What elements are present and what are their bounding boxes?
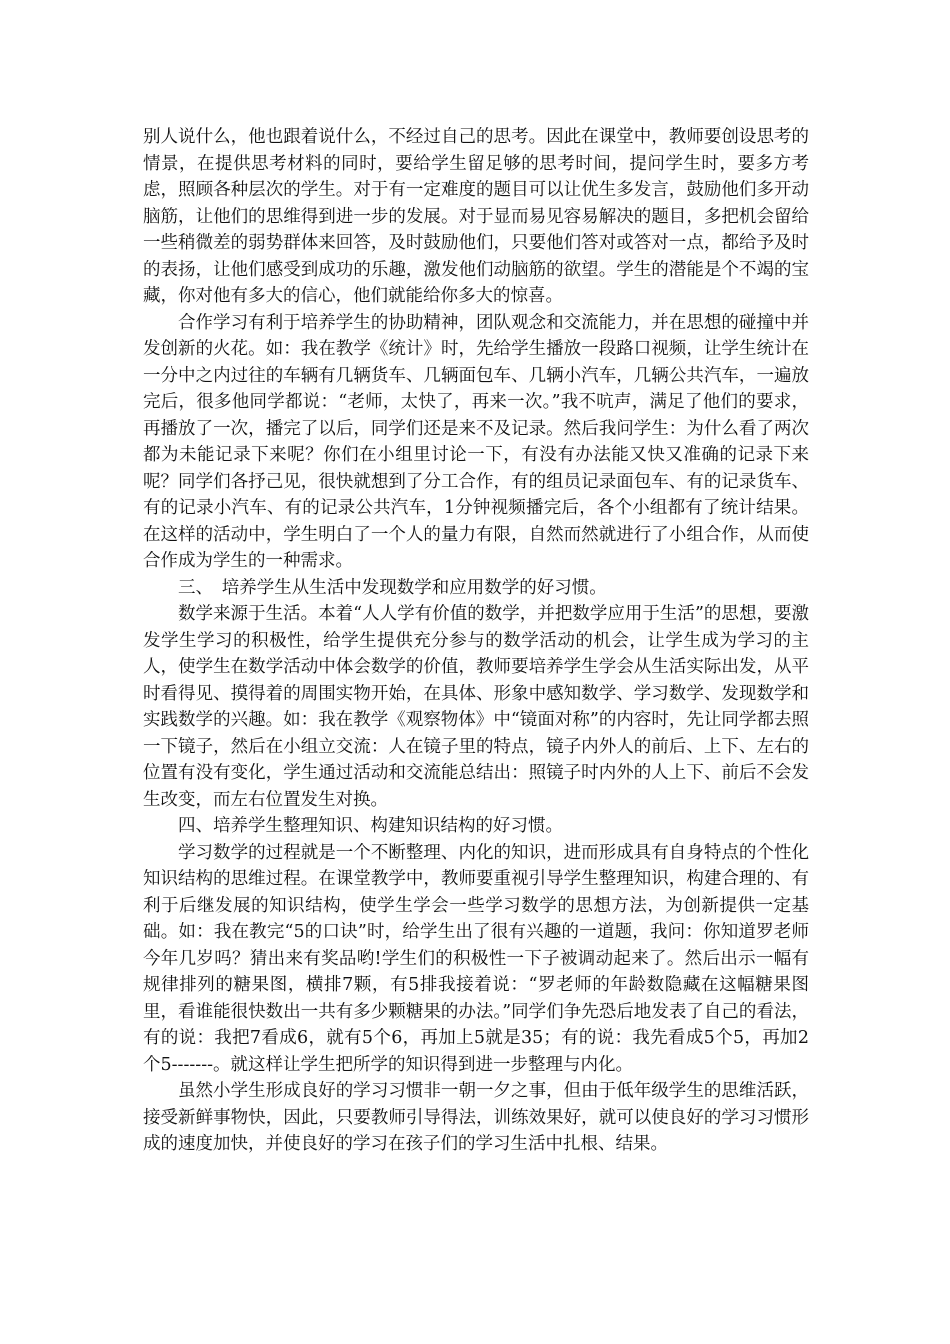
paragraph-cooperative-learning: 合作学习有利于培养学生的协助精神，团队观念和交流能力，并在思想的碰撞中并发创新的火花。如：我在教学《统计》时，先给学生播放一段路口视频，让学生统计在一分中之内过往的车辆有几辆货车、几辆面包车、几辆小汽车，几辆公共汽车，一遍放完后，很多他同学都说：“老师，太快了，再来一次。”我不吭声，满足了他们的要求，再播放了一次，播完了以后，同学们还是来不及记录。然后我问学生：为什么看了两次都为未能记录下来呢？你们在小组里讨论一下，有没有办法能又快又准确的记录下来呢？同学们各抒己见，很快就想到了分工合作，有的组员记录面包车、有的记录货车、有的记录小汽车、有的记录公共汽车，1分钟视频播完后，各个小组都有了统计结果。在这样的活动中，学生明白了一个人的量力有限，自然而然就进行了小组合作，从而使合作成为学生的一种需求。: [143, 312, 809, 571]
section-heading-3: 三、 培养学生从生活中发现数学和应用数学的好习惯。: [178, 577, 607, 598]
document-page: [143, 124, 809, 1158]
section-heading-4: 四、培养学生整理知识、构建知识结构的好习惯。: [178, 816, 563, 836]
paragraph-math-from-life: 数学来源于生活。本着“人人学有价值的数学，并把数学应用于生活”的思想，要激发学生学习的积极性，给学生提供充分参与的数学活动的机会，让学生成为学习的主人，使学生在数学活动中体会数学的价值，教师要培养学生学会从生活实际出发，从平时看得见、摸得着的周围实物开始，在具体、形象中感知数学、学习数学、发现数学和实践数学的兴趣。如：我在教学《观察物体》中“镜面对称”的内容时，先让同学都去照一下镜子，然后在小组立交流：人在镜子里的特点，镜子内外人的前后、上下、左右的位置有没有变化，学生通过活动和交流能总结出：照镜子时内外的人上下、前后不会发生改变，而左右位置发生对换。: [143, 604, 809, 810]
paragraph-knowledge-structure: 学习数学的过程就是一个不断整理、内化的知识，进而形成具有自身特点的个性化知识结构的思维过程。在课堂教学中，教师要重视引导学生整理知识，构建合理的、有利于后继发展的知识结构，使学生学会一些学习数学的思想方法，为创新提供一定基础。如：我在教完“5的口诀”时，给学生出了很有兴趣的一道题，我问：你知道罗老师今年几岁吗？猜出来有奖品哟!学生们的积极性一下子被调动起来了。然后出示一幅有规律排列的糖果图，横排7颗，有5排我接着说：“罗老师的年龄数隐藏在这幅糖果图里，看谁能很快数出一共有多少颗糖果的办法。”同学们争先恐后地发表了自己的看法，有的说：我把7看成6，就有5个6，再加上5就是35；有的说：我先看成5个5，再加2个5-------。就这样让学生把所学的知识得到进一步整理与内化。: [143, 842, 809, 1075]
paragraph-conclusion: 虽然小学生形成良好的学习习惯非一朝一夕之事，但由于低年级学生的思维活跃，接受新鲜事物快，因此，只要教师引导得法，训练效果好，就可以使良好的学习习惯形成的速度加快，并使良好的学习在孩子们的学习生活中扎根、结果。: [143, 1081, 809, 1154]
paragraph-continuation: 别人说什么，他也跟着说什么，不经过自己的思考。因此在课堂中，教师要创设思考的情景，在提供思考材料的同时，要给学生留足够的思考时间，提问学生时，要多方考虑，照顾各种层次的学生。对于有一定难度的题目可以让优生多发言，鼓励他们多开动脑筋，让他们的思维得到进一步的发展。对于显而易见容易解决的题目，多把机会留给一些稍微差的弱势群体来回答，及时鼓励他们，只要他们答对或答对一点，都给予及时的表扬，让他们感受到成功的乐趣，激发他们动脑筋的欲望。学生的潜能是个不竭的宝藏，你对他有多大的信心，他们就能给你多大的惊喜。: [143, 127, 809, 306]
